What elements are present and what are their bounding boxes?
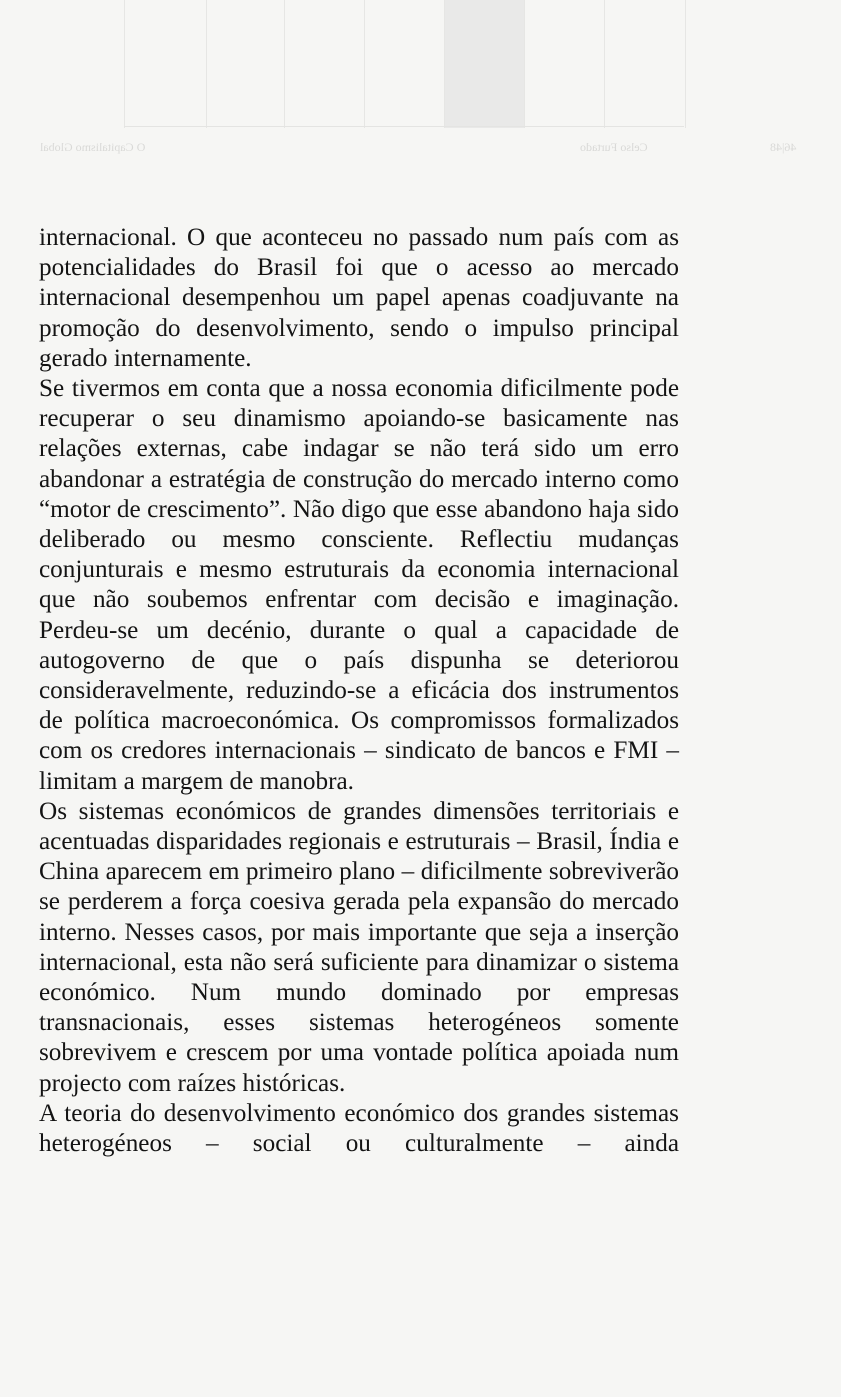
paragraph: Os sistemas económicos de grandes dimensões territoriais e acentuadas disparidades regionais e estruturais – Brasil, Índia e China aparecem em primeiro plano – dificilmente sobreviverão se perderem a força coesiva gerada pela expansão do mercado interno. Nesses casos, por mais importante que seja a inserção internacional, esta não será suficiente para dinamizar o sistema económico. Num mundo dominado por empresas transnacionais, esses sistemas heterogéneos somente sobrevivem e crescem por uma vontade política apoiada num projecto com raízes históricas.	[39, 797, 679, 1097]
bleed-column-shaded	[444, 0, 525, 128]
bleed-column	[524, 0, 605, 128]
bleed-column	[604, 0, 686, 128]
bleed-column	[206, 0, 285, 128]
show-through-header	[0, 0, 841, 175]
paragraph: A teoria do desenvolvimento económico dos grandes sistemas heterogéneos – social ou culturalmente – ainda	[39, 1099, 679, 1158]
body-text	[39, 223, 679, 1159]
bleed-left-caption: O Capitalismo Global	[40, 140, 146, 154]
paragraph: Se tivermos em conta que a nossa economia dificilmente pode recuperar o seu dinamismo apoiando-se basicamente nas relações externas, cabe indagar se não terá sido um erro abandonar a estratégia de construção do mercado interno como “motor de crescimento”. Não digo que esse abandono haja sido deliberado ou mesmo consciente. Reflectiu mudanças conjunturais e mesmo estruturais da economia internacional que não soubemos enfrentar com decisão e imaginação. Perdeu-se um decénio, durante o qual a capacidade de autogoverno de que o país dispunha se deteriorou consideravelmente, reduzindo-se a eficácia dos instrumentos de política macroeconómica. Os compromissos formalizados com os credores internacionais – sindicato de bancos e FMI – limitam a margem de manobra.	[39, 375, 679, 795]
bleed-column	[284, 0, 365, 128]
paragraph: internacional. O que aconteceu no passado num país com as potencialidades do Brasil foi que o acesso ao mercado internacional desempenhou um papel apenas coadjuvante na promoção do desenvolvimento, sendo o impulso principal gerado internamente.	[39, 224, 679, 372]
bleed-column	[124, 0, 207, 128]
bleed-right-caption: Celso Furtado	[580, 140, 648, 154]
bleed-page-number: 46|48	[770, 140, 797, 154]
bleed-column	[364, 0, 445, 128]
bleed-rule	[124, 126, 684, 127]
